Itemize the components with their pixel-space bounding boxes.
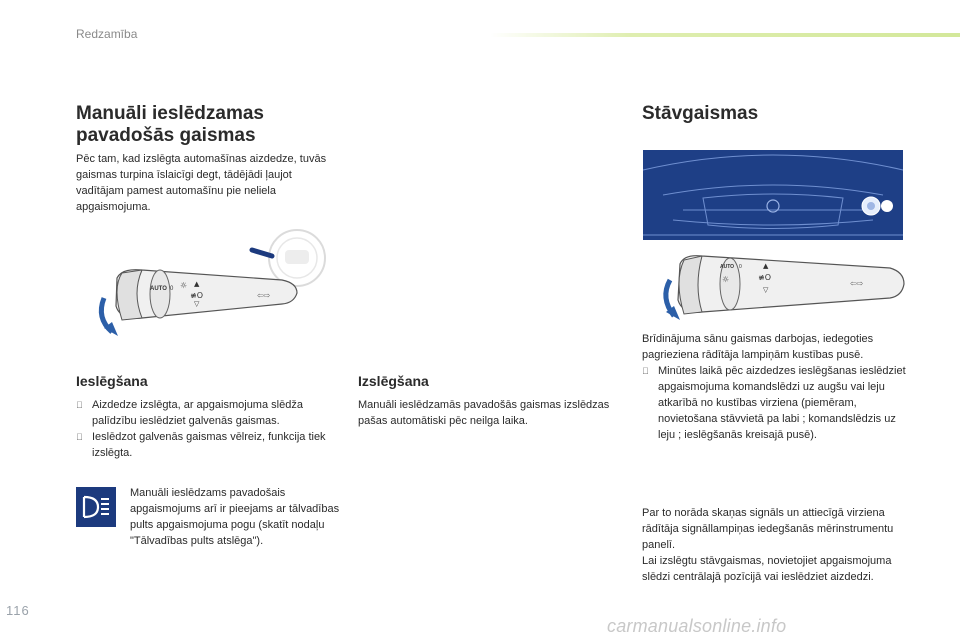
right-text-1: Brīdinājuma sānu gaismas darbojas, iedegoties pagrieziena rādītāja lampiņām kustības pusē. [642,333,874,361]
stalk-zero-label: 0 [170,286,174,292]
left-intro-text: Pēc tam, kad izslēgta automašīnas aizdedze, tuvās gaismas turpina īslaicīgi degt, tādējādi ļaujot vadītājam pamest automašīnu pie neliela apgaismojuma. [76,153,327,213]
left-note-text: Manuāli ieslēdzams pavadošais apgaismojums arī ir pieejams ar tālvadības pults apgaismojuma pogu (skatīt nodaļu "Tālvadības pults atslēga"). [130,487,340,547]
left-on-list [76,397,341,461]
stalk-auto-label-right: AUTO [720,264,735,270]
light-stalk-illustration-left [82,228,347,338]
watermark: carmanualsonline.info [607,616,787,636]
right-title: Stāvgaismas [642,103,759,124]
headlight-symbol-icon-right: ☼ [722,275,730,284]
fog-light-icon-right: ≢O [758,273,771,282]
middle-off-text: Manuāli ieslēdzamās pavadošās gaismas izslēdzas pašas automātiski pēc neilga laika. [358,399,610,427]
steering-wheel-icon [269,230,325,286]
headlight-symbol-icon: ☼ [180,281,188,290]
stalk-auto-label: AUTO [150,286,167,292]
arrow-down-icon-right: ▽ [763,286,769,294]
arrow-up-icon: ▲ [194,280,200,288]
fog-light-icon: ≢O [190,291,203,300]
car-front-illustration [643,150,903,240]
arrow-down-icon: ▽ [194,300,200,308]
section-label: Redzamība [76,27,138,41]
left-on-subtitle: Ieslēgšana [76,373,148,389]
follow-me-home-icon [76,487,116,527]
turn-signal-icon-right: ⇦⇨ [850,279,864,288]
stalk-zero-label-right: 0 [739,264,742,270]
header-accent-bar [490,33,960,37]
right-list [642,363,907,443]
page-number: 116 [6,603,30,618]
middle-off-subtitle: Izslēgšana [358,373,429,389]
left-on-item-1: Aizdedze izslēgta, ar apgaismojuma slēdža palīdzību ieslēdziet galvenās gaismas. [92,399,303,427]
right-text-2: Par to norāda skaņas signāls un attiecīgā virziena rādītāja signāllampiņas iedegšanās mērinstrumentu panelī. Lai izslēgtu stāvgaismas, novietojiet apgaismojuma slēdzi centrālajā pozīcijā vai ieslēdziet aizdedzi. [642,507,894,583]
right-list-item: Minūtes laikā pēc aizdedzes ieslēgšanas ieslēdziet apgaismojuma komandslēdzi uz augšu vai leju atkarībā no kustības virziena (piemēram, novietošana stāvvietā pa labi ; komandslēdzis uz leju ; ieslēgšanās kreisajā pusē). [658,365,906,441]
left-on-item-2: Ieslēdzot galvenās gaismas vēlreiz, funkcija tiek izslēgta. [92,431,326,459]
turn-signal-icon: ⇦⇨ [257,291,271,300]
arrow-up-icon-right: ▲ [763,262,769,270]
left-title: Manuāli ieslēdzamas pavadošās gaismas [76,103,264,146]
light-stalk-illustration-right [650,246,905,324]
